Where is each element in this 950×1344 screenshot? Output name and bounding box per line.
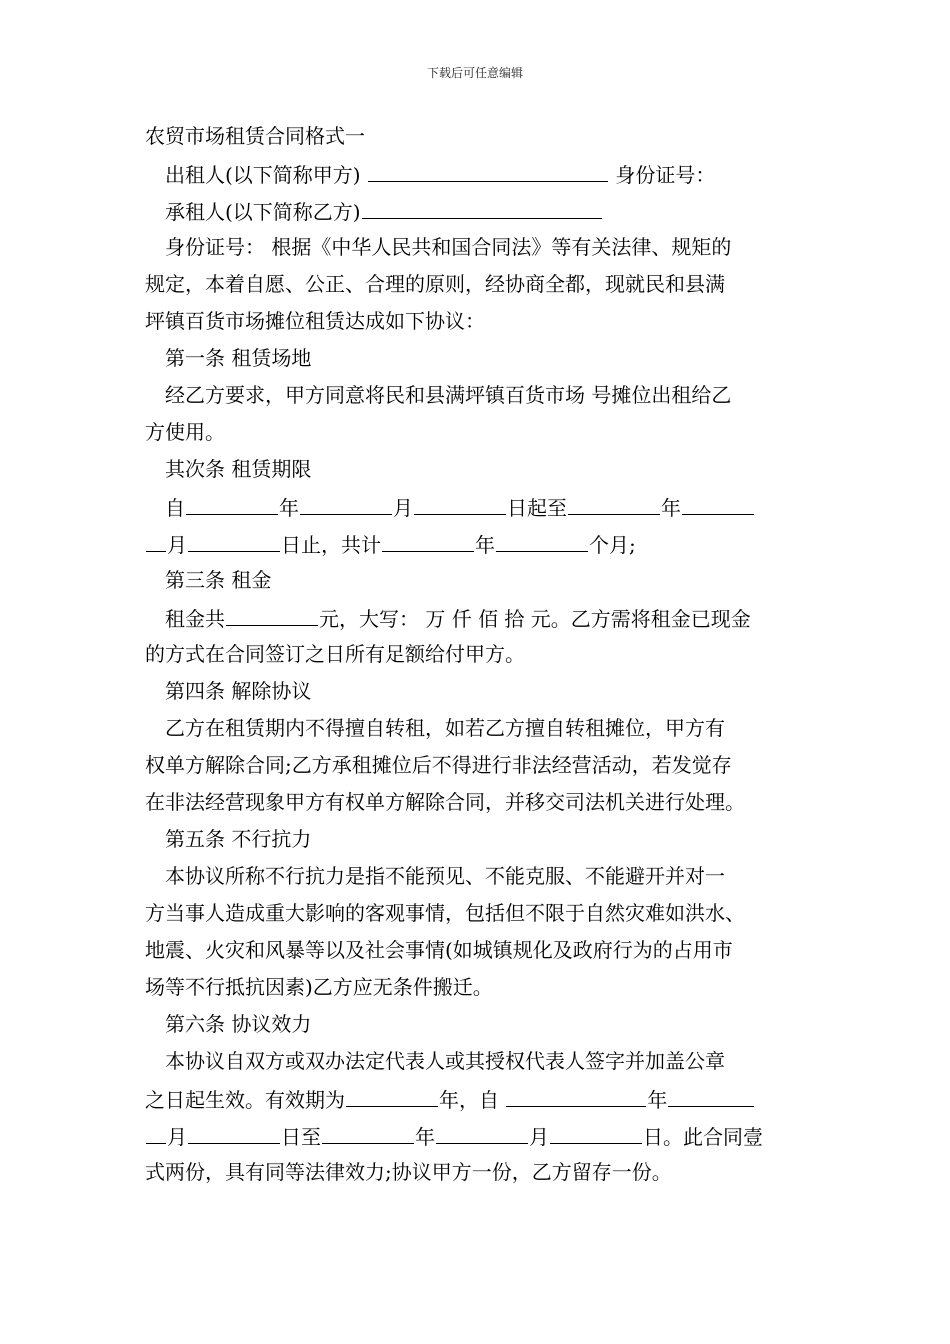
paragraph-line: 地震、火灾和风暴等以及社会事情(如城镇规化及政府行为的占用市 xyxy=(145,938,733,962)
year-label: 年 xyxy=(279,496,299,520)
article-1-title: 第一条 租赁场地 xyxy=(165,346,312,370)
validity-line-2 xyxy=(145,1117,815,1154)
lessor-line xyxy=(145,155,815,192)
rent-label: 租金共 xyxy=(165,607,225,631)
year-label: 年 xyxy=(415,1125,435,1149)
end-day-label: 日止，共计 xyxy=(281,533,381,557)
paragraph-line: 坪镇百货市场摊位租赁达成如下协议： xyxy=(145,309,485,333)
paragraph-line: 方当事人造成重大影响的客观事情，包括但不限于自然灾难如洪水、 xyxy=(145,901,745,925)
year-label: 年 xyxy=(647,1088,668,1112)
validity-start-month-blank xyxy=(668,1080,754,1107)
article-3-title: 第三条 租金 xyxy=(165,568,272,592)
paragraph-line: 本协议所称不行抗力是指不能预见、不能克服、不能避开并对一 xyxy=(165,864,725,888)
paragraph-line: 的方式在合同签订之日所有足额给付甲方。 xyxy=(145,642,525,666)
to-label: 日至 xyxy=(281,1125,321,1149)
month-label: 月 xyxy=(167,1125,187,1149)
from-label: 年，自 xyxy=(439,1088,499,1112)
article-2-title: 其次条 租赁期限 xyxy=(165,457,312,481)
start-day-blank xyxy=(414,488,506,515)
lessee-label: 承租人(以下简称乙方) xyxy=(165,200,361,224)
article-5-title: 第五条 不行抗力 xyxy=(165,827,312,851)
month-label: 月 xyxy=(167,533,187,557)
validity-end-month-blank xyxy=(436,1117,528,1144)
month-label: 月 xyxy=(529,1125,549,1149)
lease-term-line-1 xyxy=(145,488,815,525)
paragraph-line: 经乙方要求，甲方同意将民和县满坪镇百货市场 号摊位出租给乙 xyxy=(165,383,732,407)
validity-end-year-blank xyxy=(322,1117,414,1144)
total-years-blank xyxy=(382,525,474,552)
rent-line xyxy=(145,599,815,636)
rent-amount-blank xyxy=(226,599,318,626)
rent-text: 元，大写： 万 仟 佰 拾 元。乙方需将租金已现金 xyxy=(319,607,751,631)
lease-term-line-2 xyxy=(145,525,815,562)
validity-start-year-blank xyxy=(506,1080,646,1107)
validity-start-month-blank-cont xyxy=(146,1117,166,1144)
validity-line-1 xyxy=(145,1080,815,1117)
document-body xyxy=(145,118,815,1191)
day-label: 日。此合同壹 xyxy=(643,1125,763,1149)
page-header: 下载后可任意编辑 xyxy=(426,66,523,80)
months-label: 个月; xyxy=(589,533,636,557)
lessor-name-blank xyxy=(368,155,608,182)
start-day-label: 日起至 xyxy=(507,496,567,520)
validity-end-day-blank xyxy=(550,1117,642,1144)
paragraph-line: 身份证号： 根据《中华人民共和国合同法》等有关法律、规矩的 xyxy=(165,235,732,259)
total-months-blank xyxy=(496,525,588,552)
from-label: 自 xyxy=(165,496,185,520)
paragraph-line: 权单方解除合同;乙方承租摊位后不得进行非法经营活动，若发觉存 xyxy=(145,753,732,777)
end-day-blank xyxy=(188,525,280,552)
paragraph-line: 规定，本着自愿、公正、合理的原则，经协商全都，现就民和县满 xyxy=(145,272,725,296)
start-year-blank xyxy=(186,488,278,515)
start-month-blank xyxy=(300,488,392,515)
paragraph-line: 乙方在租赁期内不得擅自转租，如若乙方擅自转租摊位，甲方有 xyxy=(165,716,725,740)
validity-start-day-blank xyxy=(188,1117,280,1144)
year-label: 年 xyxy=(475,533,495,557)
paragraph-line: 方使用。 xyxy=(145,420,225,444)
document-title: 农贸市场租赁合同格式一 xyxy=(145,124,365,148)
month-label: 月 xyxy=(393,496,413,520)
lessor-label: 出租人(以下简称甲方) xyxy=(165,163,361,187)
end-month-blank xyxy=(682,488,754,515)
validity-years-blank xyxy=(346,1080,438,1107)
paragraph-line: 场等不行抵抗因素)乙方应无条件搬迁。 xyxy=(145,975,493,999)
article-6-title: 第六条 协议效力 xyxy=(165,1012,312,1036)
paragraph-line: 在非法经营现象甲方有权单方解除合同，并移交司法机关进行处理。 xyxy=(145,790,745,814)
year-label: 年 xyxy=(661,496,681,520)
validity-label: 之日起生效。有效期为 xyxy=(145,1088,345,1112)
end-month-blank-cont xyxy=(146,525,166,552)
lessee-line xyxy=(145,192,815,229)
end-year-blank xyxy=(568,488,660,515)
article-4-title: 第四条 解除协议 xyxy=(165,679,312,703)
lessor-id-label: 身份证号： xyxy=(615,163,716,187)
paragraph-line: 本协议自双方或双办法定代表人或其授权代表人签字并加盖公章 xyxy=(165,1049,725,1073)
lessee-name-blank xyxy=(362,192,602,219)
paragraph-line: 式两份，具有同等法律效力;协议甲方一份，乙方留存一份。 xyxy=(145,1160,672,1184)
